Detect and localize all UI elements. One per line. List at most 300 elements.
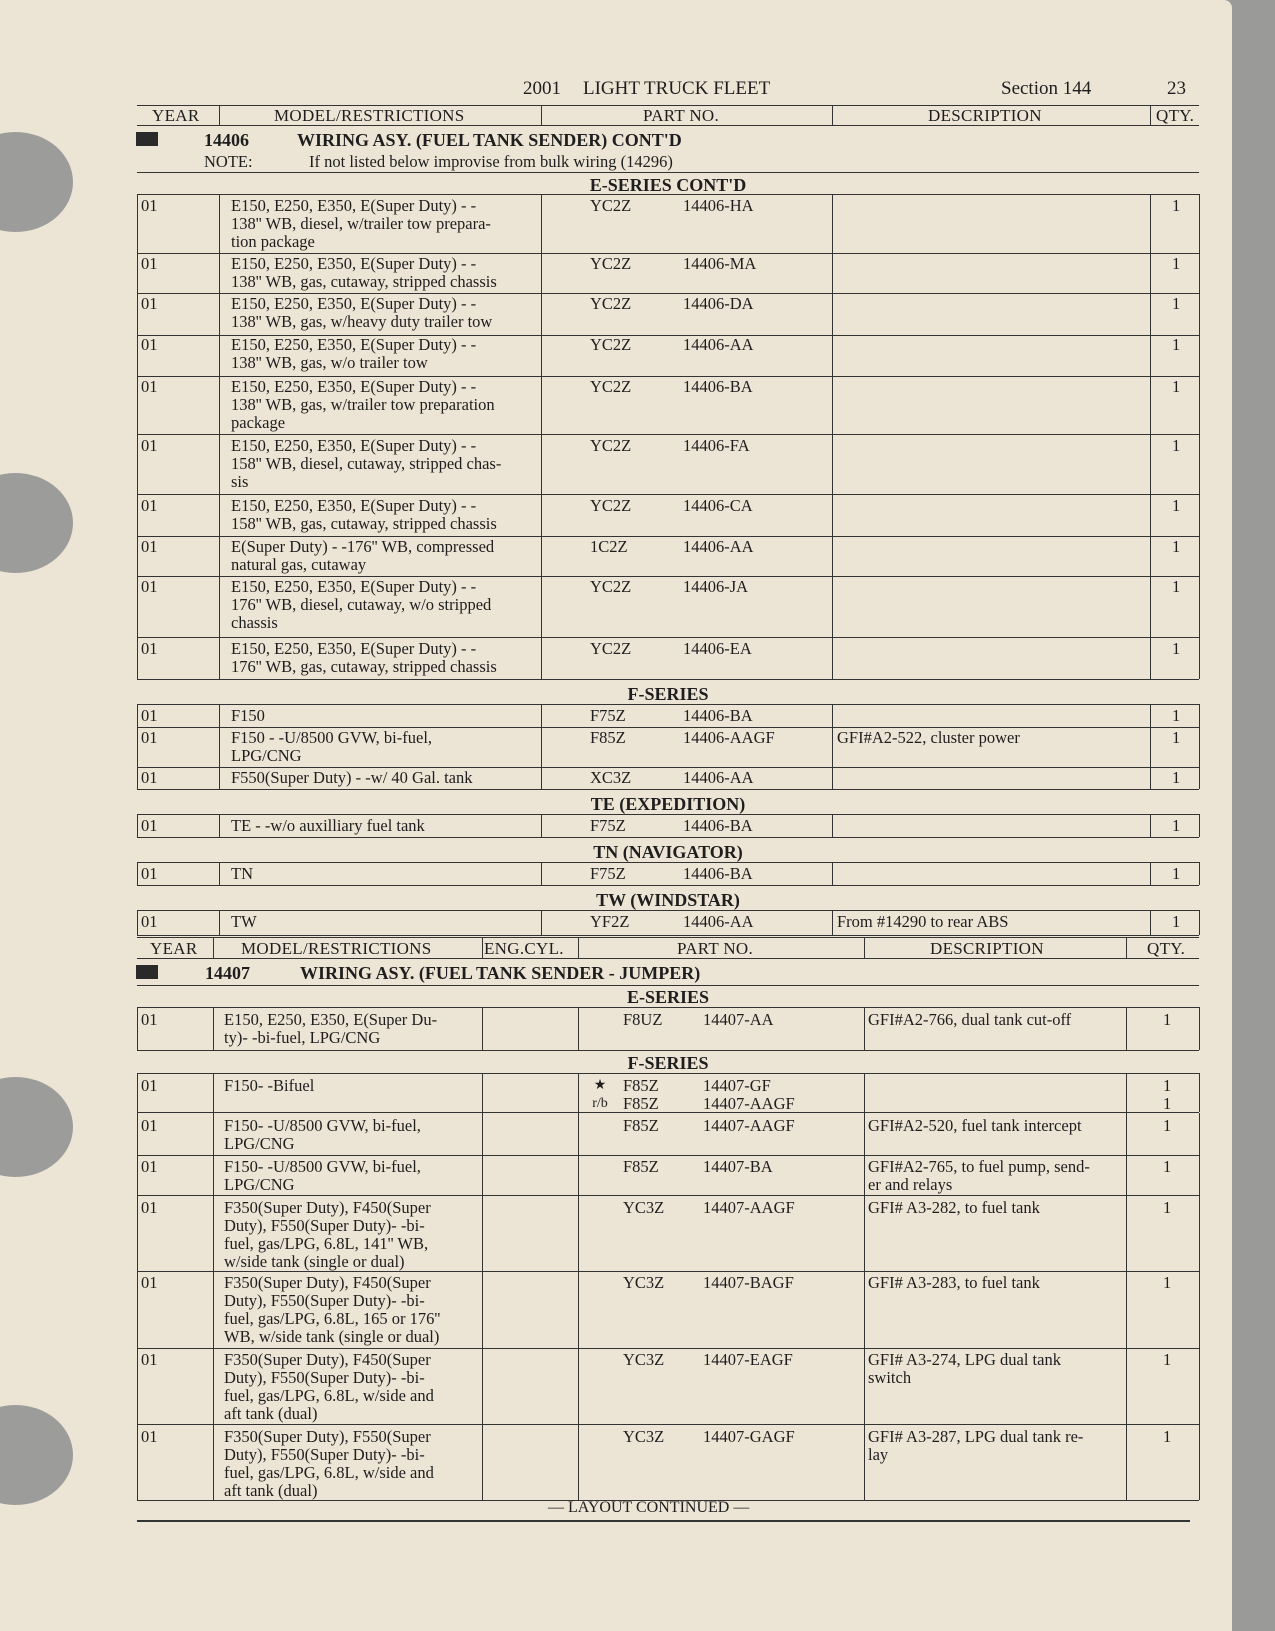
section-title: TW (WINDSTAR) (596, 890, 740, 910)
column-rule (213, 1073, 214, 1112)
cell-qty: 1 (1172, 864, 1181, 883)
col-header-description: DESCRIPTION (928, 106, 1042, 125)
cell-part-prefix: YC3Z (623, 1427, 665, 1446)
column-rule (137, 1424, 138, 1500)
cell-part-prefix: YC2Z (590, 294, 632, 313)
cell-part-number: 14407-GF 14407-AAGF (703, 1076, 795, 1113)
cell-qty: 1 (1163, 1198, 1172, 1217)
cell-qty: 1 (1172, 196, 1181, 215)
column-rule (137, 1007, 138, 1050)
header-title: LIGHT TRUCK FLEET (583, 78, 771, 99)
table-rule (137, 1348, 1199, 1349)
column-rule (541, 494, 542, 536)
column-rule (541, 910, 542, 935)
cell-part-number: 14407-AAGF (703, 1198, 795, 1217)
header-section: Section 144 (1001, 78, 1092, 99)
column-rule (1150, 535, 1151, 576)
col-header-year: YEAR (152, 106, 200, 125)
cell-qty: 1 1 (1163, 1076, 1172, 1113)
table-rule (137, 494, 1199, 495)
cell-part-number: 14407-AA (703, 1010, 774, 1029)
cell-qty: 1 (1172, 639, 1181, 658)
cell-model: TN (231, 864, 253, 883)
note-text: If not listed below improvise from bulk wiring (14296) (309, 152, 673, 171)
column-rule (213, 1113, 214, 1155)
table-rule (137, 172, 1199, 173)
cell-part-prefix: YC2Z (590, 436, 632, 455)
cell-year: 01 (141, 864, 158, 883)
column-rule (1126, 1270, 1127, 1348)
cell-model: TW (231, 912, 257, 931)
column-rule (832, 766, 833, 789)
column-rule (137, 766, 138, 789)
column-rule (1150, 910, 1151, 935)
cell-part-number: 14407-AAGF (703, 1116, 795, 1135)
column-rule (219, 910, 220, 935)
cell-model: E150, E250, E350, E(Super Duty) - - 138'' WB, diesel, w/trailer tow prepara- tion package (231, 196, 491, 251)
column-rule (219, 814, 220, 837)
column-rule (137, 194, 138, 253)
column-rule (219, 862, 220, 885)
column-rule (864, 1113, 865, 1155)
cell-part-prefix: YC2Z (590, 639, 632, 658)
cell-qty: 1 (1172, 377, 1181, 396)
cell-qty: 1 (1163, 1010, 1172, 1029)
column-rule (137, 814, 138, 837)
column-rule (832, 434, 833, 494)
column-rule (832, 333, 833, 376)
column-rule (213, 1347, 214, 1424)
cell-part-prefix: YC2Z (590, 254, 632, 273)
table-rule (137, 862, 1199, 863)
cell-qty: 1 (1163, 1427, 1172, 1446)
column-rule (1199, 910, 1200, 935)
cell-qty: 1 (1172, 706, 1181, 725)
table-rule (137, 935, 1199, 936)
column-rule (137, 910, 138, 935)
column-rule (137, 1154, 138, 1195)
column-rule (219, 375, 220, 434)
group-title: WIRING ASY. (FUEL TANK SENDER) CONT'D (297, 130, 682, 150)
cell-description: GFI#A2-520, fuel tank intercept (868, 1116, 1082, 1135)
cell-year: 01 (141, 768, 158, 787)
header-page-number: 23 (1167, 78, 1186, 99)
cell-model: E150, E250, E350, E(Super Duty) - - 138'' WB, gas, w/heavy duty trailer tow (231, 294, 493, 331)
column-rule (832, 575, 833, 637)
column-rule (1126, 1424, 1127, 1500)
binder-hole (0, 473, 73, 573)
cell-year: 01 (141, 577, 158, 596)
column-rule (482, 1270, 483, 1348)
column-rule (1199, 1073, 1200, 1112)
col-header-model: MODEL/RESTRICTIONS (274, 106, 465, 125)
cell-description: GFI# A3-282, to fuel tank (868, 1198, 1040, 1217)
cell-year: 01 (141, 294, 158, 313)
column-rule (482, 1073, 483, 1112)
column-rule (213, 1154, 214, 1195)
cell-part-prefix: YC3Z (623, 1350, 665, 1369)
column-rule (832, 105, 833, 125)
table-rule (137, 1050, 1199, 1051)
cell-part-number: 14406-EA (683, 639, 752, 658)
col-header-part: PART NO. (643, 106, 720, 125)
column-rule (864, 938, 865, 958)
cell-model: E150, E250, E350, E(Super Duty) - - 158'' WB, diesel, cutaway, stripped chas- sis (231, 436, 502, 491)
group-title: WIRING ASY. (FUEL TANK SENDER - JUMPER) (300, 963, 701, 983)
cell-part-prefix: YC3Z (623, 1198, 665, 1217)
column-rule (541, 105, 542, 125)
binder-hole (0, 132, 73, 232)
column-rule (1199, 1113, 1200, 1155)
column-rule (541, 333, 542, 376)
table-rule (137, 637, 1199, 638)
column-rule (137, 637, 138, 679)
cell-model: F350(Super Duty), F550(Super Duty), F550(Super Duty)- -bi- fuel, gas/LPG, 6.8L, w/side and aft tank (dual) (224, 1427, 434, 1500)
cell-part-prefix: XC3Z (590, 768, 632, 787)
cell-model: E150, E250, E350, E(Super Duty) - - 138'' WB, gas, w/trailer tow preparation package (231, 377, 495, 432)
column-rule (578, 938, 579, 958)
cell-part-prefix: F85Z F85Z (623, 1076, 659, 1113)
column-rule (1199, 194, 1200, 253)
cell-model: F150- -U/8500 GVW, bi-fuel, LPG/CNG (224, 1157, 421, 1194)
cell-part-prefix: F85Z (590, 728, 626, 747)
column-rule (219, 575, 220, 637)
column-rule (137, 1270, 138, 1348)
column-rule (864, 1195, 865, 1271)
cell-model: F150- -U/8500 GVW, bi-fuel, LPG/CNG (224, 1116, 421, 1153)
cell-part-number: 14406-BA (683, 706, 753, 725)
column-rule (1150, 292, 1151, 335)
column-rule (832, 910, 833, 935)
binder-hole (0, 1077, 73, 1177)
column-rule (1150, 766, 1151, 789)
column-rule (219, 494, 220, 536)
cell-mark: ★ r/b (592, 1078, 608, 1111)
group-number: 14407 (205, 963, 250, 983)
table-rule (137, 1155, 1199, 1156)
column-rule (482, 1113, 483, 1155)
column-rule (1126, 1007, 1127, 1050)
column-rule (864, 1270, 865, 1348)
column-rule (1150, 637, 1151, 679)
col-header-engine: ENG.CYL. (484, 939, 564, 958)
column-rule (1199, 292, 1200, 335)
cell-year: 01 (141, 1198, 158, 1217)
cell-part-prefix: F8UZ (623, 1010, 663, 1029)
cell-model: F550(Super Duty) - -w/ 40 Gal. tank (231, 768, 473, 787)
cell-year: 01 (141, 1076, 158, 1095)
table-rule (137, 1112, 1199, 1113)
table-rule (137, 1007, 1199, 1008)
column-rule (1126, 1113, 1127, 1155)
column-rule (137, 1347, 138, 1424)
table-rule (137, 1195, 1199, 1196)
column-rule (541, 726, 542, 767)
column-rule (1150, 333, 1151, 376)
column-rule (137, 1113, 138, 1155)
column-rule (1199, 704, 1200, 727)
column-rule (219, 726, 220, 767)
cell-part-number: 14407-GAGF (703, 1427, 795, 1446)
cell-description: GFI# A3-287, LPG dual tank re- lay (868, 1427, 1084, 1464)
column-rule (137, 252, 138, 293)
column-rule (864, 1154, 865, 1195)
column-rule (137, 704, 138, 727)
table-rule (137, 937, 1199, 938)
cell-part-number: 14406-FA (683, 436, 750, 455)
column-rule (578, 1347, 579, 1424)
section-title: E-SERIES CONT'D (589, 175, 747, 195)
cell-part-number: 14406-JA (683, 577, 749, 596)
col-header-part: PART NO. (677, 939, 754, 958)
column-rule (1150, 194, 1151, 253)
column-rule (1199, 434, 1200, 494)
cell-year: 01 (141, 1157, 158, 1176)
cell-year: 01 (141, 1427, 158, 1446)
column-rule (832, 726, 833, 767)
column-rule (137, 375, 138, 434)
table-rule (137, 1271, 1199, 1272)
column-rule (1199, 726, 1200, 767)
cell-year: 01 (141, 1116, 158, 1135)
cell-qty: 1 (1172, 816, 1181, 835)
column-rule (219, 105, 220, 125)
cell-qty: 1 (1172, 768, 1181, 787)
cell-year: 01 (141, 1273, 158, 1292)
cell-part-prefix: F75Z (590, 706, 626, 725)
cell-model: E150, E250, E350, E(Super Duty) - - 158'' WB, gas, cutaway, stripped chassis (231, 496, 497, 533)
column-rule (541, 292, 542, 335)
cell-model: F350(Super Duty), F450(Super Duty), F550(Super Duty)- -bi- fuel, gas/LPG, 6.8L, w/side and aft tank (dual) (224, 1350, 434, 1423)
column-rule (541, 252, 542, 293)
column-rule (864, 1073, 865, 1112)
cell-qty: 1 (1172, 294, 1181, 313)
column-rule (1126, 1195, 1127, 1271)
column-rule (1199, 535, 1200, 576)
cell-qty: 1 (1172, 577, 1181, 596)
table-rule (137, 194, 1199, 195)
binder-hole (0, 1405, 73, 1505)
col-header-description: DESCRIPTION (930, 939, 1044, 958)
cell-year: 01 (141, 436, 158, 455)
column-rule (137, 1195, 138, 1271)
column-rule (1150, 814, 1151, 837)
cell-part-prefix: YC2Z (590, 577, 632, 596)
column-rule (137, 535, 138, 576)
column-rule (1199, 1347, 1200, 1424)
table-rule (137, 1073, 1199, 1074)
cell-description: GFI#A2-765, to fuel pump, send- er and relays (868, 1157, 1090, 1194)
cell-qty: 1 (1163, 1116, 1172, 1135)
cell-description: From #14290 to rear ABS (837, 912, 1009, 931)
cell-year: 01 (141, 639, 158, 658)
column-rule (578, 1424, 579, 1500)
column-rule (137, 434, 138, 494)
cell-qty: 1 (1172, 496, 1181, 515)
cell-part-prefix: YF2Z (590, 912, 630, 931)
cell-model: F150- -Bifuel (224, 1076, 315, 1095)
column-rule (137, 333, 138, 376)
cell-model: E(Super Duty) - -176'' WB, compressed natural gas, cutaway (231, 537, 495, 574)
cell-part-prefix: YC2Z (590, 377, 632, 396)
column-rule (1199, 862, 1200, 885)
cell-qty: 1 (1172, 728, 1181, 747)
cell-qty: 1 (1172, 912, 1181, 931)
column-rule (832, 862, 833, 885)
column-rule (1150, 575, 1151, 637)
table-rule (137, 837, 1199, 838)
column-rule (541, 535, 542, 576)
column-rule (1199, 1270, 1200, 1348)
column-rule (1126, 938, 1127, 958)
column-rule (541, 704, 542, 727)
column-rule (219, 535, 220, 576)
column-rule (482, 938, 483, 958)
column-rule (219, 252, 220, 293)
column-rule (1150, 726, 1151, 767)
section-title: TN (NAVIGATOR) (593, 842, 743, 862)
column-rule (541, 814, 542, 837)
column-rule (1199, 333, 1200, 376)
column-rule (1199, 1424, 1200, 1500)
cell-year: 01 (141, 1010, 158, 1029)
cell-model: E150, E250, E350, E(Super Duty) - - 138'' WB, gas, cutaway, stripped chassis (231, 254, 497, 291)
col-header-year: YEAR (150, 939, 198, 958)
column-rule (864, 1424, 865, 1500)
column-rule (219, 194, 220, 253)
header-year: 2001 (523, 78, 561, 99)
column-rule (1199, 1007, 1200, 1050)
column-rule (1126, 1073, 1127, 1112)
column-rule (1199, 252, 1200, 293)
section-title: TE (EXPEDITION) (590, 794, 746, 814)
cell-qty: 1 (1172, 254, 1181, 273)
column-rule (578, 1113, 579, 1155)
table-rule (137, 885, 1199, 886)
cell-part-number: 14407-BA (703, 1157, 773, 1176)
cell-year: 01 (141, 912, 158, 931)
cell-model: E150, E250, E350, E(Super Duty) - - 176'' WB, diesel, cutaway, w/o stripped chassis (231, 577, 492, 632)
column-rule (1199, 375, 1200, 434)
table-rule (137, 910, 1199, 911)
column-rule (578, 1073, 579, 1112)
table-rule (137, 1520, 1190, 1522)
column-rule (213, 938, 214, 958)
column-rule (1126, 1347, 1127, 1424)
table-rule (137, 814, 1199, 815)
column-rule (578, 1195, 579, 1271)
column-rule (137, 494, 138, 536)
col-header-model: MODEL/RESTRICTIONS (241, 939, 432, 958)
section-title: F-SERIES (627, 1053, 709, 1073)
cell-description: GFI#A2-522, cluster power (837, 728, 1020, 747)
cell-part-number: 14406-AA (683, 768, 754, 787)
cell-part-number: 14406-CA (683, 496, 753, 515)
table-rule (137, 679, 1199, 680)
section-title: F-SERIES (627, 684, 709, 704)
column-rule (832, 292, 833, 335)
cell-part-prefix: YC3Z (623, 1273, 665, 1292)
column-rule (578, 1270, 579, 1348)
cell-year: 01 (141, 816, 158, 835)
column-rule (219, 292, 220, 335)
column-rule (832, 814, 833, 837)
column-rule (1199, 1154, 1200, 1195)
cell-part-prefix: YC2Z (590, 496, 632, 515)
cell-part-number: 14406-AA (683, 912, 754, 931)
cell-part-number: 14406-DA (683, 294, 754, 313)
cell-part-number: 14406-BA (683, 816, 753, 835)
cell-part-prefix: YC2Z (590, 196, 632, 215)
cell-qty: 1 (1163, 1273, 1172, 1292)
cell-part-number: 14406-MA (683, 254, 757, 273)
column-rule (219, 434, 220, 494)
cell-qty: 1 (1163, 1157, 1172, 1176)
cell-part-prefix: 1C2Z (590, 537, 628, 556)
column-rule (832, 194, 833, 253)
column-rule (213, 1424, 214, 1500)
column-rule (1150, 375, 1151, 434)
column-rule (541, 375, 542, 434)
column-rule (832, 252, 833, 293)
cell-year: 01 (141, 728, 158, 747)
cell-model: E150, E250, E350, E(Super Duty) - - 176'' WB, gas, cutaway, stripped chassis (231, 639, 497, 676)
column-rule (541, 637, 542, 679)
column-rule (832, 704, 833, 727)
table-rule (137, 434, 1199, 435)
column-rule (541, 766, 542, 789)
column-rule (864, 1347, 865, 1424)
cell-model: E150, E250, E350, E(Super Du- ty)- -bi-fuel, LPG/CNG (224, 1010, 438, 1047)
cell-part-number: 14406-AAGF (683, 728, 775, 747)
cell-part-number: 14406-AA (683, 537, 754, 556)
table-rule (137, 789, 1199, 790)
column-rule (578, 1154, 579, 1195)
column-rule (832, 637, 833, 679)
section-title: E-SERIES (626, 987, 710, 1007)
cell-model: F150 - -U/8500 GVW, bi-fuel, LPG/CNG (231, 728, 433, 765)
cell-part-prefix: F75Z (590, 816, 626, 835)
cell-part-prefix: YC2Z (590, 335, 632, 354)
column-rule (137, 575, 138, 637)
cell-model: F350(Super Duty), F450(Super Duty), F550(Super Duty)- -bi- fuel, gas/LPG, 6.8L, 165 or 176'' WB, w/side tank (single or dual) (224, 1273, 441, 1346)
cell-year: 01 (141, 196, 158, 215)
cell-part-number: 14407-EAGF (703, 1350, 793, 1369)
column-rule (482, 1154, 483, 1195)
column-rule (137, 292, 138, 335)
column-rule (137, 862, 138, 885)
cell-description: GFI# A3-283, to fuel tank (868, 1273, 1040, 1292)
column-rule (541, 862, 542, 885)
group-marker (136, 965, 158, 979)
cell-part-prefix: F75Z (590, 864, 626, 883)
cell-year: 01 (141, 706, 158, 725)
cell-part-number: 14406-BA (683, 377, 753, 396)
column-rule (1199, 575, 1200, 637)
cell-model: F150 (231, 706, 265, 725)
column-rule (1150, 704, 1151, 727)
cell-year: 01 (141, 1350, 158, 1369)
column-rule (482, 1424, 483, 1500)
cell-description: GFI#A2-766, dual tank cut-off (868, 1010, 1072, 1029)
group-marker (136, 132, 158, 146)
column-rule (1126, 1154, 1127, 1195)
column-rule (213, 1007, 214, 1050)
column-rule (864, 1007, 865, 1050)
column-rule (137, 1073, 138, 1112)
column-rule (1150, 862, 1151, 885)
cell-part-prefix: F85Z (623, 1157, 659, 1176)
